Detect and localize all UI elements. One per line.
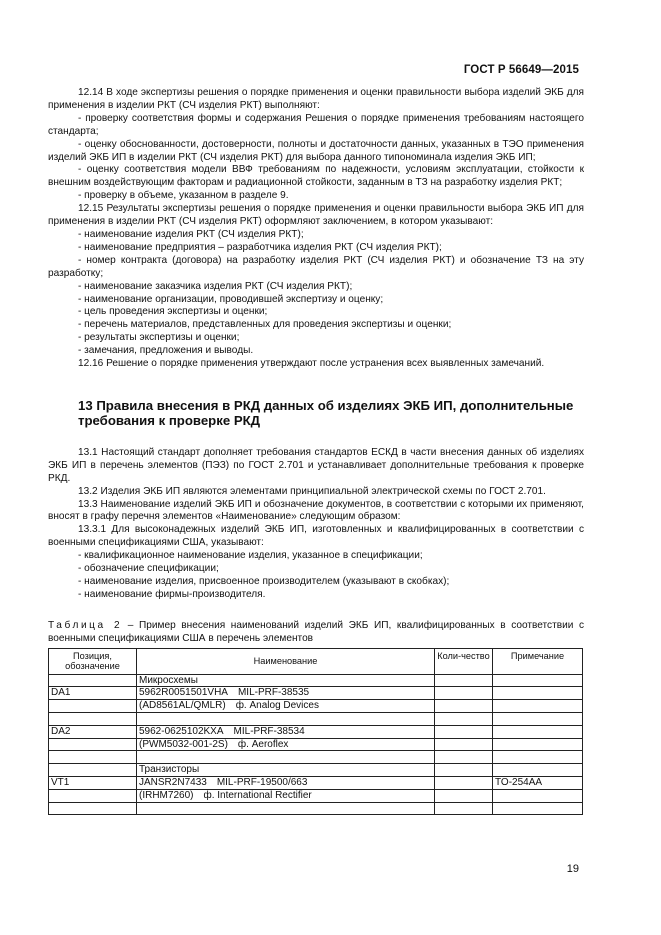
table-row (49, 751, 583, 764)
cell-name-spec: MIL-PRF-19500/663 (216, 777, 308, 788)
cell-name (137, 764, 435, 777)
document-header (464, 64, 579, 76)
cell-name (137, 725, 435, 738)
cell-name (137, 674, 435, 687)
cell-position (49, 802, 137, 815)
cell-position: VT1 (49, 777, 137, 790)
paragraph: 13.2 Изделия ЭКБ ИП являются элементами принципиальной электрической схемы по ГОСТ 2.701. (78, 485, 546, 497)
cell-quantity (435, 751, 493, 764)
cell-name (137, 751, 435, 764)
cell-name (137, 738, 435, 751)
cell-note (493, 700, 583, 713)
list-item: - наименование заказчика изделия РКТ (СЧ изделия РКТ); (78, 280, 353, 292)
cell-note (493, 687, 583, 700)
cell-name-part: 5962R0051501VHA (139, 687, 228, 699)
list-item: - проверку в объеме, указанном в разделе 9. (78, 190, 289, 202)
paragraphs-top (48, 87, 584, 371)
paragraph: 12.16 Решение о порядке применения утверждают после устранения всех выявленных замечаний. (78, 358, 545, 370)
list-item: - перечень материалов, представленных для проведения экспертизы и оценки; (78, 319, 452, 331)
cell-quantity (435, 764, 493, 777)
cell-position (49, 764, 137, 777)
list-item: - результаты экспертизы и оценки; (78, 332, 240, 344)
paragraph: 13.3 Наименование изделий ЭКБ ИП и обозначение документов, в соответствии с которыми их применяют, вносят в графу перечня элементов «Наименование» следующим образом: (48, 498, 584, 523)
cell-position: DA1 (49, 687, 137, 700)
cell-name (137, 687, 435, 700)
cell-quantity (435, 738, 493, 751)
table-row (49, 777, 583, 790)
cell-name (137, 777, 435, 790)
cell-quantity (435, 700, 493, 713)
list-item: - наименование изделия, присвоенное производителем (указывают в скобках); (78, 576, 450, 587)
cell-name (137, 713, 435, 726)
table-caption-text: – Пример внесения наименований изделий ЭКБ ИП, квалифицированных в соответствии с военными спецификациями США в перечень элементов (48, 619, 584, 644)
cell-position (49, 713, 137, 726)
cell-quantity (435, 687, 493, 700)
page-number: 19 (566, 863, 579, 875)
table-row (49, 700, 583, 713)
cell-quantity (435, 725, 493, 738)
table-caption-label: Таблица 2 (48, 619, 123, 631)
list-item: - оценку соответствия модели ВВФ требованиям по надежности, условиям эксплуатации, стойкости к внешним воздействующим факторам и радиационной стойкости, заданным в ТЗ на разработку изделия РКТ; (48, 164, 584, 189)
cell-quantity (435, 674, 493, 687)
cell-note (493, 764, 583, 777)
table-row (49, 713, 583, 726)
cell-name-spec: MIL-PRF-38534 (233, 725, 305, 737)
paragraph: 12.15 Результаты экспертизы решения о порядке применения и оценки правильности выбора ЭКБ ИП для применения в изделии РКТ (СЧ изделия РКТ) оформляют заключением, в котором указывают: (48, 203, 584, 228)
cell-note (493, 738, 583, 751)
standard-number: ГОСТ Р 56649—2015 (463, 64, 579, 76)
page-content (48, 87, 584, 815)
cell-name (137, 700, 435, 713)
header-position: Позиция, обозначение (49, 648, 137, 674)
list-item: - цель проведения экспертизы и оценки; (78, 306, 268, 318)
cell-name (137, 802, 435, 815)
cell-quantity (435, 789, 493, 802)
list-item: - замечания, предложения и выводы. (78, 345, 254, 357)
table-caption (48, 620, 584, 646)
cell-note (493, 713, 583, 726)
cell-name-part: (AD8561AL/QMLR) (139, 700, 226, 712)
table-row (49, 789, 583, 802)
cell-name-spec: ф. International Rectifier (203, 789, 312, 801)
cell-position: DA2 (49, 725, 137, 738)
cell-position (49, 700, 137, 713)
table-row (49, 687, 583, 700)
list-item: - наименование предприятия – разработчика изделия РКТ (СЧ изделия РКТ); (78, 241, 442, 253)
list-item: - оценку обоснованности, достоверности, полноты и достаточности данных, указанных в ТЭО применения изделий ЭКБ ИП в изделии РКТ (СЧ изделия РКТ) для выбора данного типономинала изделия ЭКБ ИП; (48, 138, 584, 163)
cell-name-part: (IRHM7260) (139, 789, 194, 801)
paragraph: 12.14 В ходе экспертизы решения о порядке применения и оценки правильности выбора изделий ЭКБ для применения в изделии РКТ (СЧ изделия РКТ) выполняют: (48, 87, 584, 111)
cell-note (493, 789, 583, 802)
cell-name-part: JANSR2N7433 (139, 777, 207, 788)
list-item: - наименование организации, проводившей экспертизу и оценку; (78, 293, 384, 305)
list-item: - обозначение спецификации; (78, 563, 219, 575)
list-item: - проверку соответствия формы и содержания Решения о порядке применения требованиям настоящего стандарта; (48, 112, 584, 137)
cell-quantity (435, 802, 493, 815)
cell-position (49, 751, 137, 764)
table-row (49, 725, 583, 738)
cell-position (49, 674, 137, 687)
table-header-row (49, 648, 583, 674)
elements-table (48, 648, 583, 816)
paragraph: 13.3.1 Для высоконадежных изделий ЭКБ ИП, изготовленных и квалифицированных в соответствии с военными спецификациями США, указывают: (48, 524, 584, 549)
cell-name-spec: ф. Aeroflex (237, 738, 289, 750)
table-body (49, 674, 583, 815)
cell-name-part: Микросхемы (139, 674, 198, 686)
cell-name-part: Транзисторы (139, 764, 200, 776)
table-row (49, 764, 583, 777)
table-row (49, 802, 583, 815)
cell-position (49, 789, 137, 802)
header-quantity: Коли-чество (435, 648, 493, 674)
list-item: - наименование фирмы-производителя. (78, 588, 266, 600)
list-item: - наименование изделия РКТ (СЧ изделия РКТ); (78, 228, 304, 240)
cell-quantity (435, 713, 493, 726)
cell-quantity (435, 777, 493, 790)
cell-note (493, 751, 583, 764)
section-heading: 13 Правила внесения в РКД данных об изделиях ЭКБ ИП, дополнительные требования к проверке РКД (78, 397, 574, 429)
cell-note (493, 802, 583, 815)
header-note: Примечание (493, 648, 583, 674)
cell-name-part: (PWM5032-001-2S) (139, 738, 228, 750)
table-row (49, 674, 583, 687)
cell-note: TO-254AA (493, 777, 583, 790)
table-row (49, 738, 583, 751)
cell-note (493, 725, 583, 738)
list-item: - номер контракта (договора) на разработку изделия РКТ (СЧ изделия РКТ) и обозначение ТЗ на эту разработку; (48, 254, 584, 279)
paragraphs-section (48, 447, 584, 602)
cell-note (493, 674, 583, 687)
cell-name-spec: ф. Analog Devices (235, 700, 319, 712)
header-name: Наименование (137, 648, 435, 674)
paragraph: 13.1 Настоящий стандарт дополняет требования стандартов ЕСКД в части внесения данных об изделиях ЭКБ ИП в перечень элементов (ПЭЗ) по ГОСТ 2.701 и устанавливает дополнительные требования к проверке РКД. (48, 446, 584, 484)
list-item: - квалификационное наименование изделия, указанное в спецификации; (78, 550, 423, 562)
cell-name (137, 789, 435, 802)
cell-position (49, 738, 137, 751)
cell-name-spec: MIL-PRF-38535 (237, 687, 310, 699)
cell-name-part: 5962-0625102KXA (139, 725, 224, 737)
